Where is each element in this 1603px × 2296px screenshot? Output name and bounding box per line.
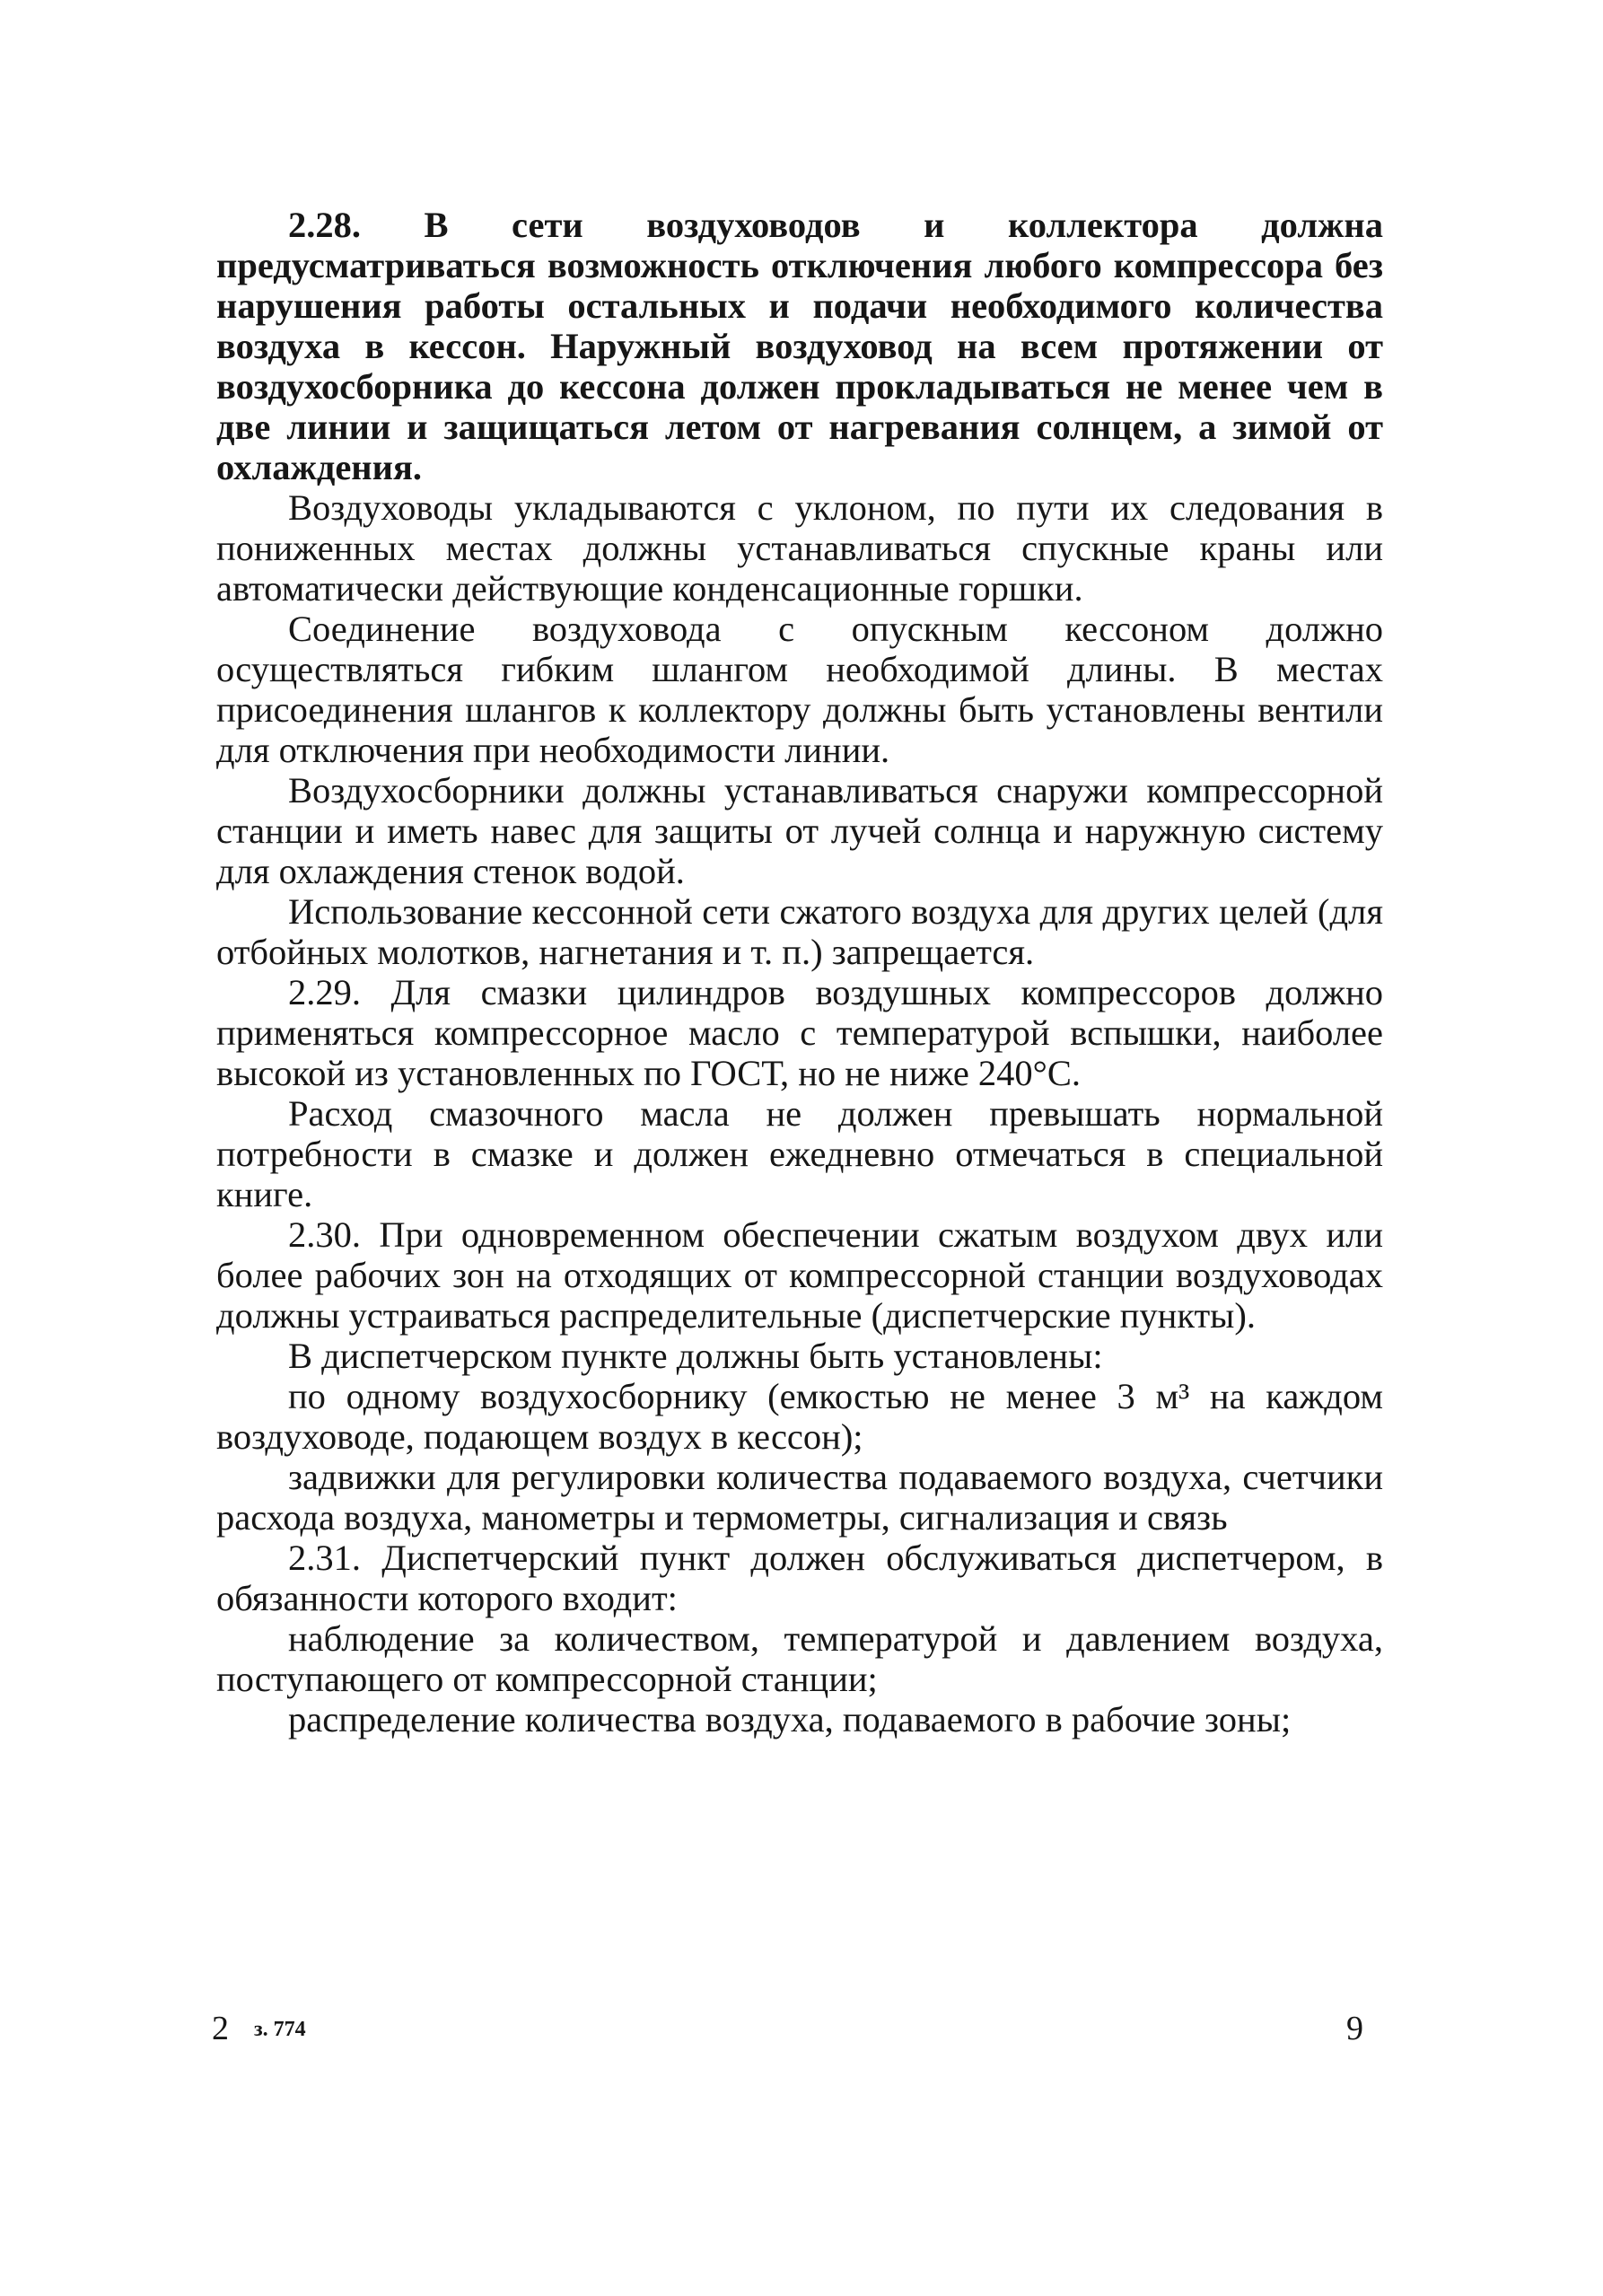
footer-print-mark bbox=[212, 2009, 306, 2048]
paragraph-dispatch-equipment: В диспетчерском пункте должны быть установлены: bbox=[288, 1336, 1103, 1376]
sheet-mark: 2 bbox=[212, 2010, 229, 2047]
paragraph-valves-meters: задвижки для регулировки количества подаваемого воздуха, счетчики расхода воздуха, манометры и термометры, сигнализация и связь bbox=[216, 1457, 1383, 1538]
paragraph-2-31: 2.31. Диспетчерский пункт должен обслуживаться диспетчером, в обязанности которого входит: bbox=[216, 1538, 1383, 1618]
paragraph-network-usage: Использование кессонной сети сжатого воздуха для других целей (для отбойных молотков, нагнетания и т. п.) запрещается. bbox=[216, 891, 1383, 972]
paragraph-hose-connection: Соединение воздуховода с опускным кессоном должно осуществляться гибким шлангом необходимой длины. В местах присоединения шлангов к коллектору должны быть установлены вентили для отключения при необходимости линии. bbox=[216, 609, 1383, 770]
order-code: з. 774 bbox=[254, 2018, 306, 2041]
paragraph-monitoring: наблюдение за количеством, температурой и давлением воздуха, поступающего от компрессорной станции; bbox=[216, 1618, 1383, 1699]
page-number: 9 bbox=[1346, 2010, 1363, 2047]
paragraph-distribution: распределение количества воздуха, подаваемого в рабочие зоны; bbox=[288, 1699, 1292, 1740]
paragraph-2-30: 2.30. При одновременном обеспечении сжатым воздухом двух или более рабочих зон на отходящих от компрессорной станции воздуховодах должны устраиваться распределительные (диспетчерские пункты). bbox=[216, 1214, 1383, 1336]
paragraph-air-receivers: Воздухосборники должны устанавливаться снаружи компрессорной станции и иметь навес для защиты от лучей солнца и наружную систему для охлаждения стенок водой. bbox=[216, 770, 1383, 891]
paragraph-oil-consumption: Расход смазочного масла не должен превышать нормальной потребности в смазке и должен ежедневно отмечаться в специальной книге. bbox=[216, 1093, 1383, 1214]
paragraph-air-ducts-slope: Воздуховоды укладываются с уклоном, по пути их следования в пониженных местах должны устанавливаться спускные краны или автоматически действующие конденсационные горшки. bbox=[216, 487, 1383, 609]
body-text bbox=[216, 205, 1383, 1740]
paragraph-2-29: 2.29. Для смазки цилиндров воздушных компрессоров должно применяться компрессорное масло с температурой вспышки, наиболее высокой из установленных по ГОСТ, но не ниже 240°С. bbox=[216, 972, 1383, 1093]
paragraph-one-receiver: по одному воздухосборнику (емкостью не менее 3 м³ на каждом воздуховоде, подающем воздух в кессон); bbox=[216, 1376, 1383, 1457]
paragraph-2-28: 2.28. В сети воздуховодов и коллектора должна предусматриваться возможность отключения любого компрессора без нарушения работы остальных и подачи необходимого количества воздуха в кессон. Наружный воздуховод на всем протяжении от воздухосборника до кессона должен прокладываться не менее чем в две линии и защищаться летом от нагревания солнцем, а зимой от охлаждения. bbox=[216, 205, 1383, 487]
